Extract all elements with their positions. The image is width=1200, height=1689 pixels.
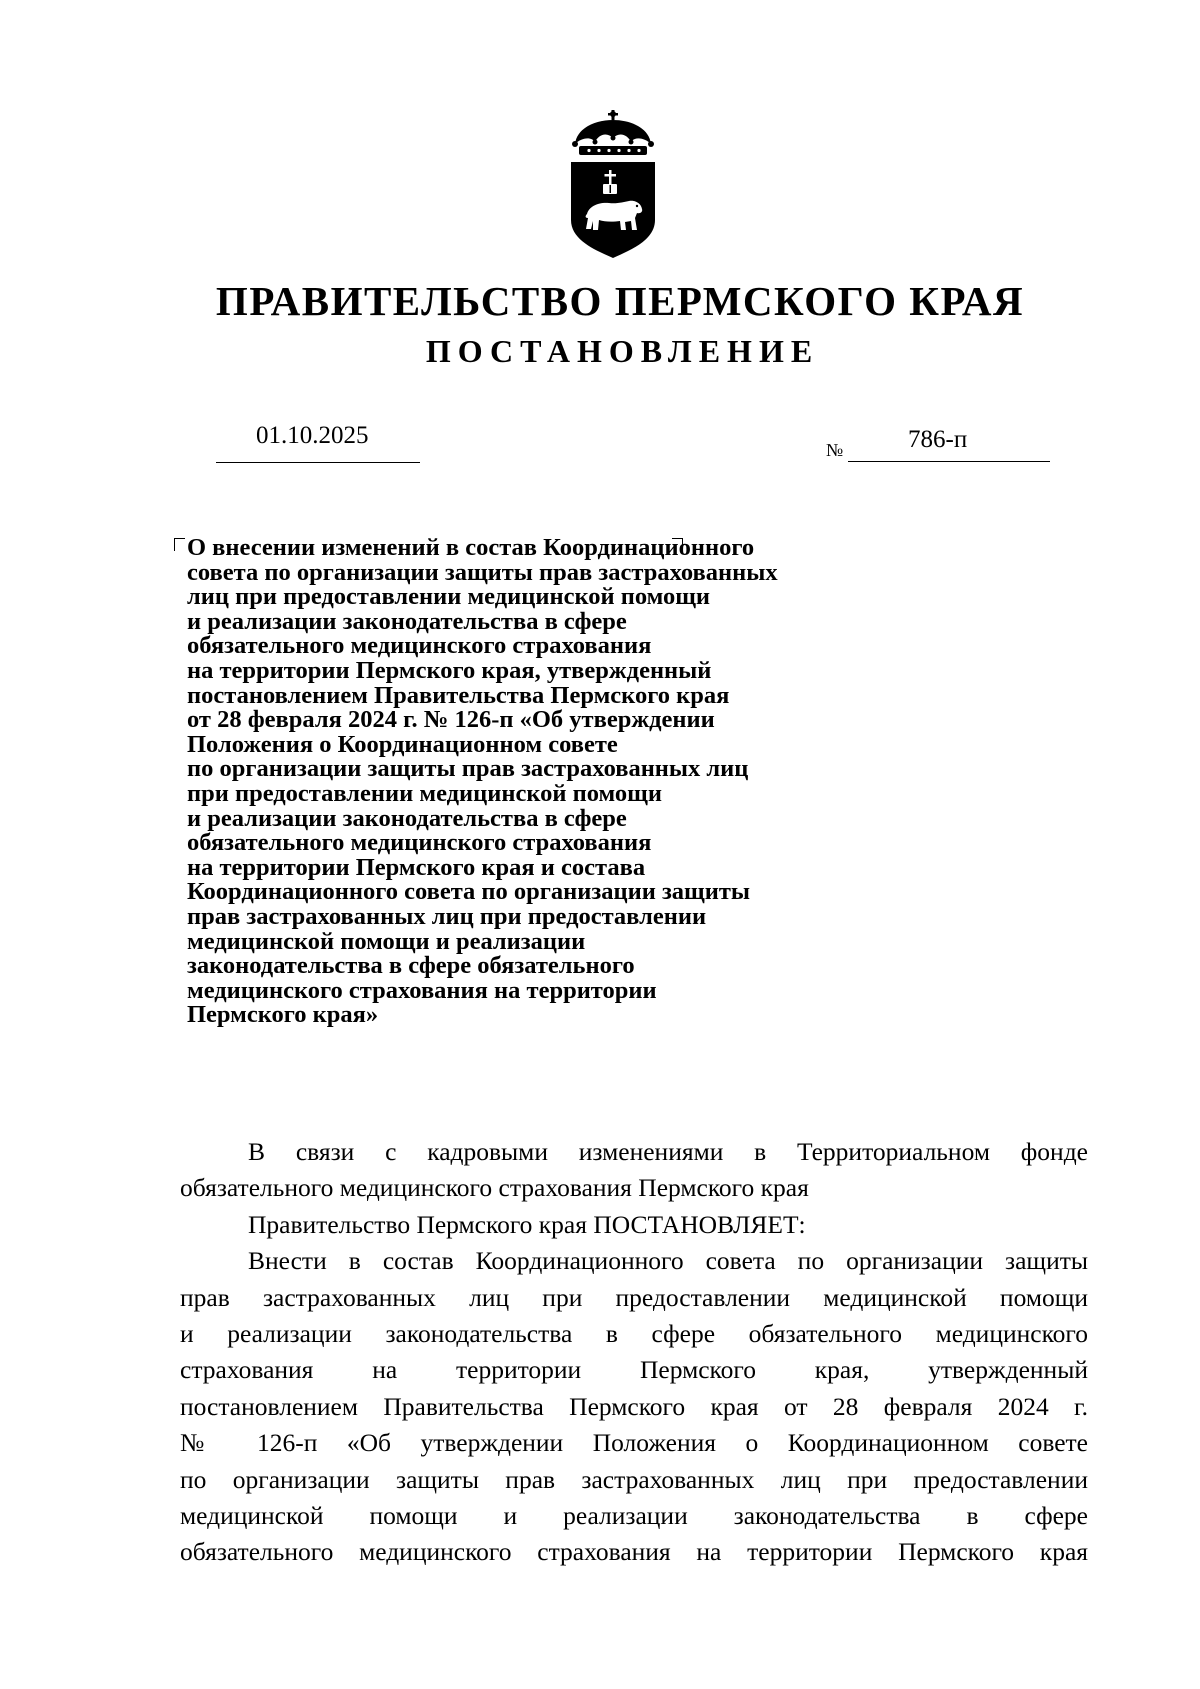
subject-line: законодательства в сфере обязательного <box>187 952 635 980</box>
body-line: обязательного медицинского страхования на территории Пермского края <box>180 1537 1088 1567</box>
document-date: 01.10.2025 <box>256 422 369 449</box>
body-line: страхования на территории Пермского края, утвержденный <box>180 1355 1088 1385</box>
document-kind-title: ПОСТАНОВЛЕНИЕ <box>425 333 820 369</box>
subject-line: Пермского края» <box>187 1001 379 1029</box>
subject-line: по организации защиты прав застрахованных лиц <box>187 755 749 783</box>
document-body <box>180 1134 1088 1571</box>
body-line: Внести в состав Координационного совета по организации защиты <box>248 1246 1088 1276</box>
body-line: Правительство Пермского края ПОСТАНОВЛЯЕТ: <box>248 1209 806 1239</box>
document-number: 786-п <box>908 426 968 453</box>
body-line: № 126-п «Об утверждении Положения о Координационном совете <box>180 1428 1088 1458</box>
subject-line: Координационного совета по организации защиты <box>187 878 751 906</box>
body-line: В связи с кадровыми изменениями в Территориальном фонде <box>248 1137 1088 1166</box>
body-line: обязательного медицинского страхования Пермского края <box>180 1173 809 1203</box>
body-line: постановлением Правительства Пермского края от 28 февраля 2024 г. <box>180 1391 1088 1421</box>
subject-line: и реализации законодательства в сфере <box>187 804 627 832</box>
subject-line: постановлением Правительства Пермского края <box>187 681 730 709</box>
number-field <box>826 426 1050 462</box>
subject-line: совета по организации защиты прав застрахованных <box>187 558 778 586</box>
subject-line: медицинской помощи и реализации <box>187 927 586 955</box>
subject-line: и реализации законодательства в сфере <box>187 607 627 635</box>
number-sign: № <box>826 440 844 460</box>
document-subject <box>187 536 907 1028</box>
number-underline <box>848 461 1050 462</box>
subject-line: на территории Пермского края, утвержденный <box>187 656 712 684</box>
subject-line: прав застрахованных лиц при предоставлении <box>187 902 707 930</box>
subject-line: Положения о Координационном совете <box>187 730 618 758</box>
organization-title: ПРАВИТЕЛЬСТВО ПЕРМСКОГО КРАЯ <box>215 278 1025 324</box>
body-line: медицинской помощи и реализации законодательства в сфере <box>180 1501 1088 1531</box>
body-line: по организации защиты прав застрахованных лиц при предоставлении <box>180 1464 1088 1494</box>
date-field <box>216 422 420 463</box>
body-line: и реализации законодательства в сфере обязательного медицинского <box>180 1319 1088 1349</box>
body-line: прав застрахованных лиц при предоставлении медицинской помощи <box>180 1282 1088 1312</box>
subject-line: обязательного медицинского страхования <box>187 632 652 660</box>
subject-line: медицинского страхования на территории <box>187 976 657 1004</box>
subject-line: при предоставлении медицинской помощи <box>187 779 662 807</box>
subject-line: на территории Пермского края и состава <box>187 853 646 881</box>
subject-corner-left-mark <box>174 538 185 551</box>
perm-krai-coat-of-arms-icon <box>565 108 661 260</box>
subject-line: обязательного медицинского страхования <box>187 829 652 857</box>
subject-line: лиц при предоставлении медицинской помощи <box>187 583 711 611</box>
subject-line: О внесении изменений в состав Координационного <box>187 534 755 561</box>
subject-line: от 28 февраля 2024 г. № 126-п «Об утверждении <box>187 706 715 734</box>
